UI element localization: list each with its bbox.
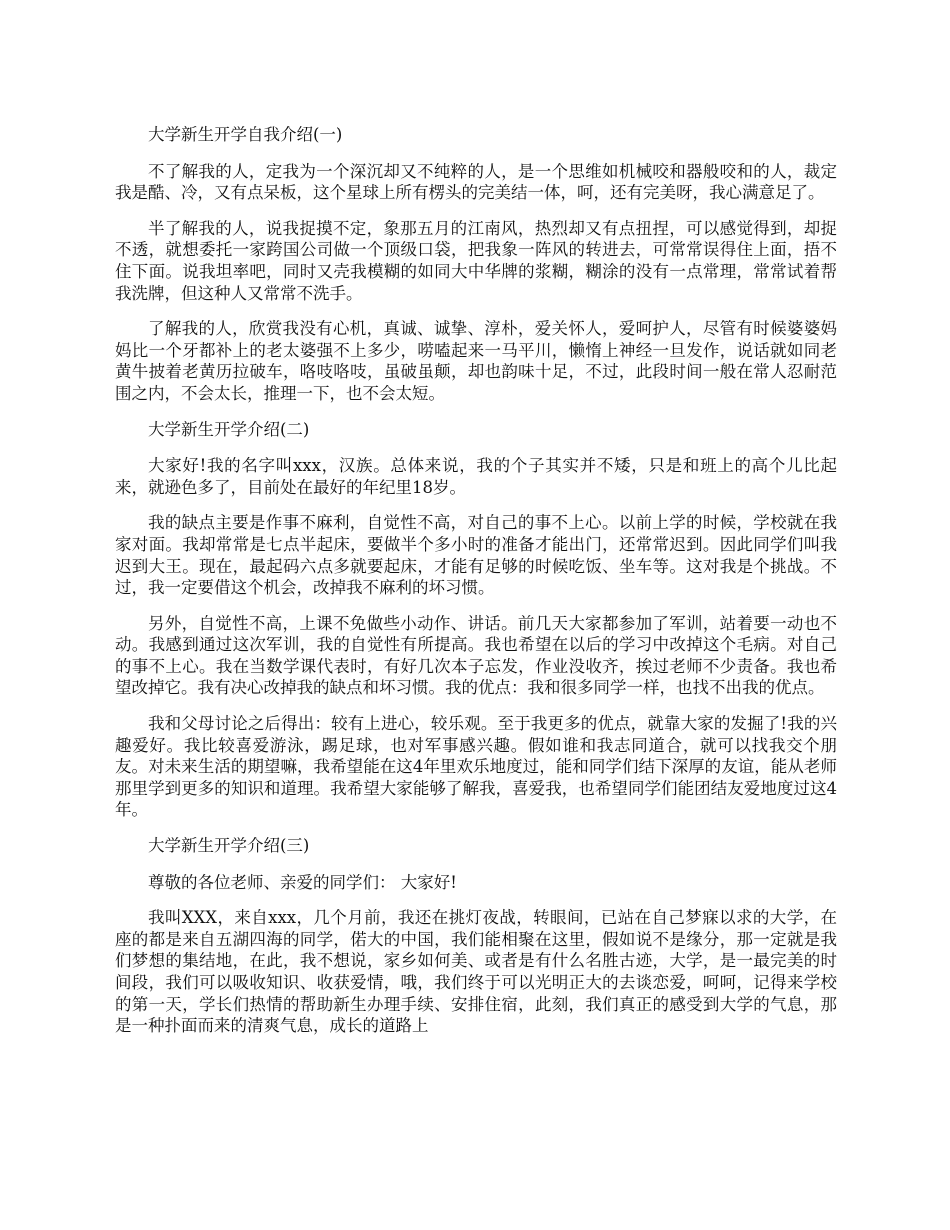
paragraph: 我的缺点主要是作事不麻利，自觉性不高，对自己的事不上心。以前上学的时候，学校就在我家对面。我却常常是七点半起床，要做半个多小时的准备才能出门，还常常迟到。因此同学们叫我迟到大王。现在，最起码六点多就要起床，才能有足够的时候吃饭、坐车等。这对我是个挑战。不过，我一定要借这个机会，改掉我不麻利的坏习惯。 bbox=[115, 513, 837, 598]
section-heading-2: 大学新生开学介绍(二) bbox=[148, 419, 310, 439]
paragraph: 大家好!我的名字叫xxx，汉族。总体来说，我的个子其实并不矮，只是和班上的高个儿比起来，就逊色多了，目前处在最好的年纪里18岁。 bbox=[115, 456, 837, 497]
paragraph: 半了解我的人，说我捉摸不定，象那五月的江南风，热烈却又有点扭捏，可以感觉得到，却捉不透，就想委托一家跨国公司做一个顶级口袋，把我象一阵风的转进去，可常常误得住上面，捂不住下面。说我坦率吧，同时又壳我模糊的如同大中华牌的浆糊，糊涂的没有一点常理，常常试着帮我洗牌，但这种人又常常不洗手。 bbox=[115, 218, 837, 303]
paragraph: 我叫XXX，来自xxx，几个月前，我还在挑灯夜战，转眼间，已站在自己梦寐以求的大学，在座的都是来自五湖四海的同学，偌大的中国，我们能相聚在这里，假如说不是缘分，那一定就是我们梦想的集结地，在此，我不想说，家乡如何美、或者是有什么名胜古迹，大学，是一最完美的时间段，我们可以吸收知识、收获爱情，哦，我们终于可以光明正大的去谈恋爱，呵呵，记得来学校的第一天，学长们热情的帮助新生办理手续、安排住宿，此刻，我们真正的感受到大学的气息，那是一种扑面而来的清爽气息，成长的道路上 bbox=[115, 908, 837, 1036]
paragraph: 我和父母讨论之后得出：较有上进心，较乐观。至于我更多的优点，就靠大家的发掘了!我的兴趣爱好。我比较喜爱游泳，踢足球，也对军事感兴趣。假如谁和我志同道合，就可以找我交个朋友。对未来生活的期望嘛，我希望能在这4年里欢乐地度过，能和同学们结下深厚的友谊，能从老师那里学到更多的知识和道理。我希望大家能够了解我，喜爱我，也希望同学们能团结友爱地度过这4年。 bbox=[115, 714, 837, 820]
section-heading-3: 大学新生开学介绍(三) bbox=[148, 836, 310, 856]
section-heading-1: 大学新生开学自我介绍(一) bbox=[148, 125, 343, 144]
greeting: 尊敬的各位老师、亲爱的同学们： 大家好! bbox=[148, 872, 457, 892]
paragraph: 另外，自觉性不高，上课不免做些小动作、讲话。前几天大家都参加了军训，站着要一动也不动。我感到通过这次军训，我的自觉性有所提高。我也希望在以后的学习中改掉这个毛病。对自己的事不上心。我在当数学课代表时，有好几次本子忘发，作业没收齐，挨过老师不少责备。我也希望改掉它。我有决心改掉我的缺点和坏习惯。我的优点：我和很多同学一样，也找不出我的优点。 bbox=[115, 613, 837, 698]
document-page bbox=[115, 124, 837, 1051]
paragraph: 了解我的人，欣赏我没有心机，真诚、诚挚、淳朴，爱关怀人，爱呵护人，尽管有时候婆婆妈妈比一个牙都补上的老太婆强不上多少，唠嗑起来一马平川，懒惰上神经一旦发作，说话就如同老黄牛披着老黄历拉破车，咯吱咯吱，虽破虽颠，却也韵味十足，不过，此段时间一般在常人忍耐范围之内，不会太长，推理一下，也不会太短。 bbox=[115, 319, 837, 403]
paragraph: 不了解我的人，定我为一个深沉却又不纯粹的人，是一个思维如机械咬和器般咬和的人，裁定我是酷、冷，又有点呆板，这个星球上所有楞头的完美结一体，呵，还有完美呀，我心满意足了。 bbox=[115, 161, 837, 203]
